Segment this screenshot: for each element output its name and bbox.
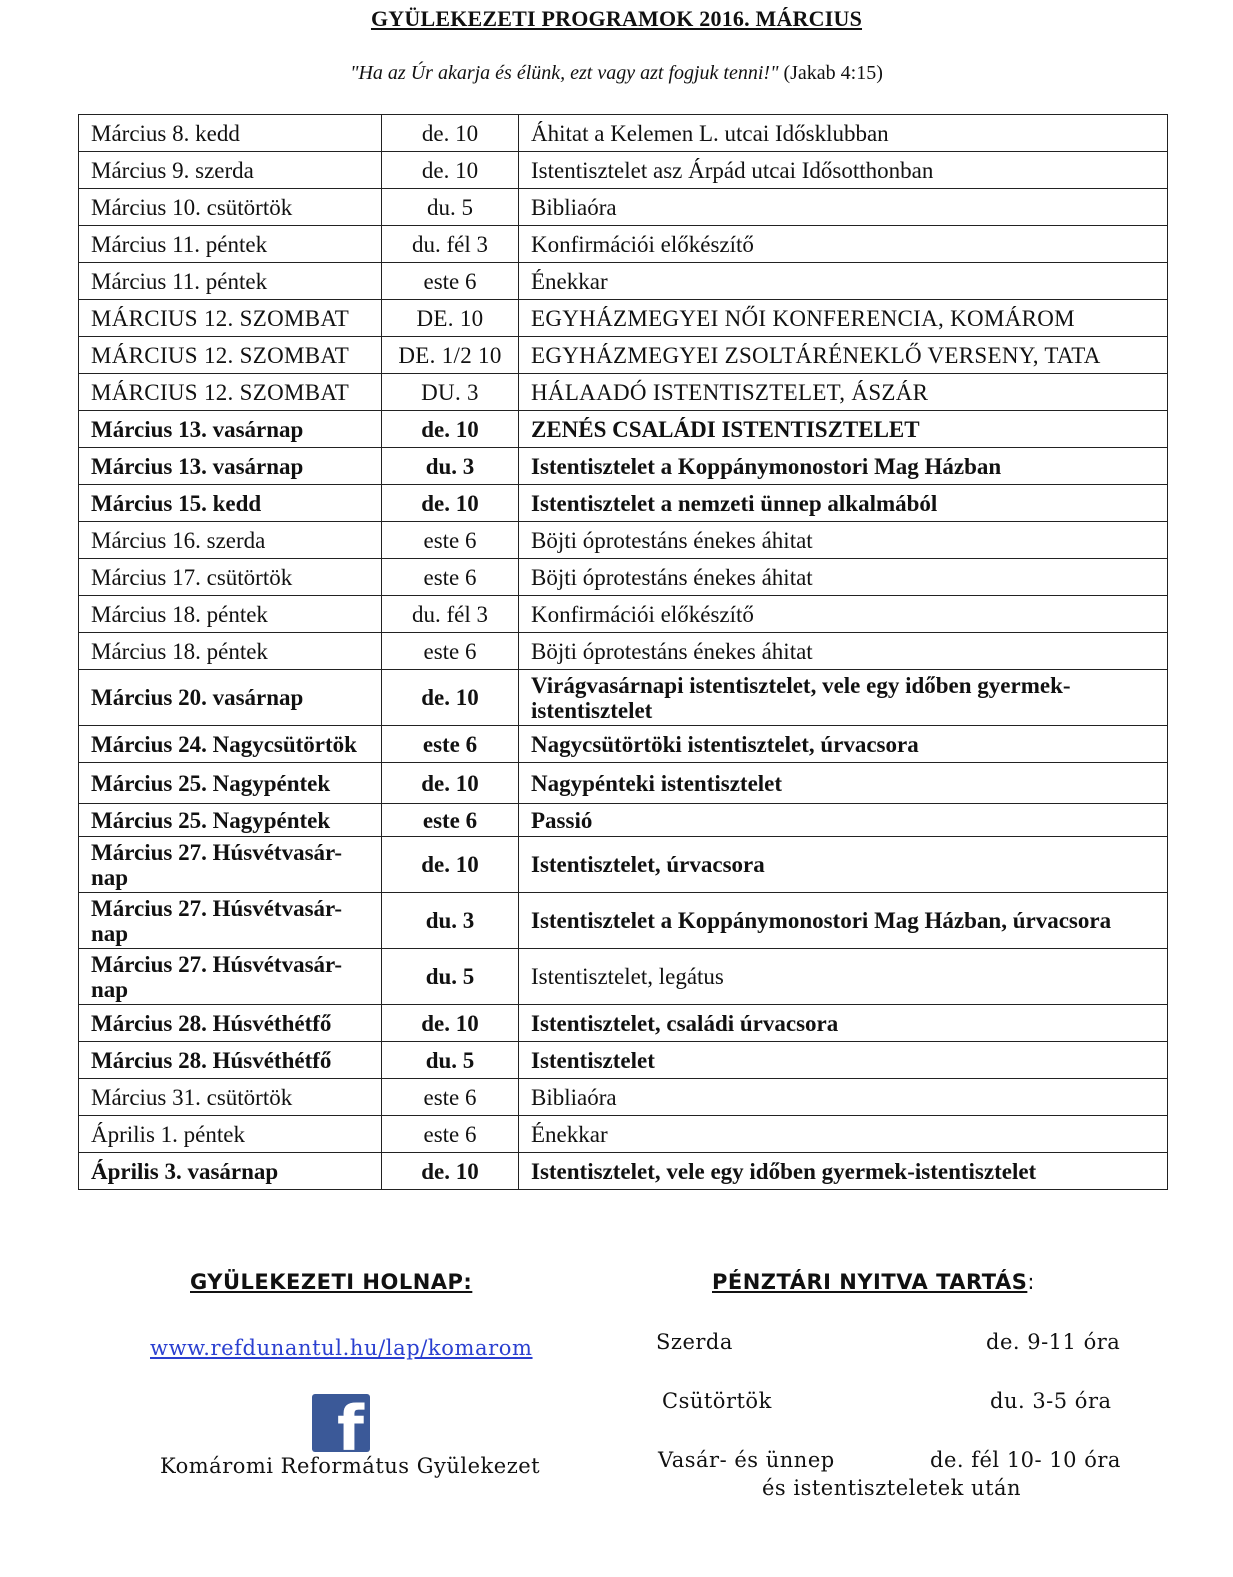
- date-cell: Március 28. Húsvéthétfő: [79, 1005, 382, 1042]
- table-row: [79, 152, 1168, 189]
- table-row: [79, 1116, 1168, 1153]
- table-row: [79, 670, 1168, 726]
- date-cell: MÁRCIUS 12. SZOMBAT: [79, 374, 382, 411]
- table-row: [79, 300, 1168, 337]
- table-row: [79, 596, 1168, 633]
- table-row: [79, 804, 1168, 837]
- schedule-table: [78, 114, 1168, 1190]
- table-row: [79, 726, 1168, 763]
- time-cell: de. 10: [382, 411, 519, 448]
- table-row: [79, 1079, 1168, 1116]
- event-cell: Nagypénteki istentisztelet: [519, 763, 1168, 804]
- event-cell: Bibliaóra: [519, 1079, 1168, 1116]
- time-cell: DE. 10: [382, 300, 519, 337]
- table-row: [79, 189, 1168, 226]
- time-cell: este 6: [382, 1116, 519, 1153]
- opening-note: és istentiszteletek után: [762, 1476, 1022, 1500]
- event-cell: Virágvasárnapi istentisztelet, vele egy időben gyermek-istentisztelet: [519, 670, 1168, 726]
- date-cell: Március 11. péntek: [79, 263, 382, 300]
- date-cell: Március 13. vasárnap: [79, 448, 382, 485]
- date-cell: Március 27. Húsvétvasár-nap: [79, 893, 382, 949]
- event-cell: Istentisztelet, úrvacsora: [519, 837, 1168, 893]
- cashier-heading-colon: :: [1027, 1270, 1035, 1294]
- event-cell: EGYHÁZMEGYEI ZSOLTÁRÉNEKLŐ VERSENY, TATA: [519, 337, 1168, 374]
- date-cell: Március 16. szerda: [79, 522, 382, 559]
- time-cell: de. 10: [382, 115, 519, 152]
- table-row: [79, 559, 1168, 596]
- event-cell: ZENÉS CSALÁDI ISTENTISZTELET: [519, 411, 1168, 448]
- event-cell: Áhitat a Kelemen L. utcai Idősklubban: [519, 115, 1168, 152]
- event-cell: Istentisztelet a nemzeti ünnep alkalmából: [519, 485, 1168, 522]
- church-name: Komáromi Református Gyülekezet: [160, 1454, 541, 1478]
- event-cell: Passió: [519, 804, 1168, 837]
- date-cell: Március 10. csütörtök: [79, 189, 382, 226]
- table-row: [79, 837, 1168, 893]
- quote-text: "Ha az Úr akarja és élünk, ezt vagy azt fogjuk tenni!": [350, 62, 779, 84]
- time-cell: de. 10: [382, 1153, 519, 1190]
- event-cell: Istentisztelet a Koppánymonostori Mag Házban: [519, 448, 1168, 485]
- homepage-heading: GYÜLEKEZETI HOLNAP:: [190, 1270, 473, 1294]
- event-cell: Konfirmációi előkészítő: [519, 596, 1168, 633]
- time-cell: du. 5: [382, 949, 519, 1005]
- opening-day: Vasár- és ünnep: [658, 1448, 835, 1472]
- table-row: [79, 522, 1168, 559]
- table-row: [79, 1005, 1168, 1042]
- time-cell: este 6: [382, 804, 519, 837]
- event-cell: HÁLAADÓ ISTENTISZTELET, ÁSZÁR: [519, 374, 1168, 411]
- event-cell: Böjti óprotestáns énekes áhitat: [519, 559, 1168, 596]
- date-cell: Március 20. vasárnap: [79, 670, 382, 726]
- time-cell: du. 3: [382, 448, 519, 485]
- time-cell: este 6: [382, 726, 519, 763]
- event-cell: Istentisztelet a Koppánymonostori Mag Házban, úrvacsora: [519, 893, 1168, 949]
- date-cell: Április 3. vasárnap: [79, 1153, 382, 1190]
- event-cell: Konfirmációi előkészítő: [519, 226, 1168, 263]
- quote-reference: (Jakab 4:15): [783, 62, 883, 84]
- date-cell: Március 9. szerda: [79, 152, 382, 189]
- date-cell: MÁRCIUS 12. SZOMBAT: [79, 337, 382, 374]
- time-cell: du. 5: [382, 1042, 519, 1079]
- date-cell: Március 13. vasárnap: [79, 411, 382, 448]
- event-cell: EGYHÁZMEGYEI NŐI KONFERENCIA, KOMÁROM: [519, 300, 1168, 337]
- table-row: [79, 411, 1168, 448]
- table-row: [79, 337, 1168, 374]
- time-cell: este 6: [382, 263, 519, 300]
- table-row: [79, 1042, 1168, 1079]
- time-cell: du. 5: [382, 189, 519, 226]
- time-cell: de. 10: [382, 152, 519, 189]
- time-cell: de. 10: [382, 485, 519, 522]
- date-cell: Március 24. Nagycsütörtök: [79, 726, 382, 763]
- event-cell: Nagycsütörtöki istentisztelet, úrvacsora: [519, 726, 1168, 763]
- opening-hours: du. 3-5 óra: [990, 1389, 1112, 1413]
- date-cell: Március 27. Húsvétvasár-nap: [79, 837, 382, 893]
- date-cell: Március 15. kedd: [79, 485, 382, 522]
- table-row: [79, 1153, 1168, 1190]
- event-cell: Istentisztelet, családi úrvacsora: [519, 1005, 1168, 1042]
- time-cell: du. fél 3: [382, 226, 519, 263]
- date-cell: Április 1. péntek: [79, 1116, 382, 1153]
- date-cell: Március 18. péntek: [79, 596, 382, 633]
- time-cell: este 6: [382, 1079, 519, 1116]
- table-row: [79, 633, 1168, 670]
- date-cell: Március 11. péntek: [79, 226, 382, 263]
- time-cell: de. 10: [382, 837, 519, 893]
- time-cell: DE. 1/2 10: [382, 337, 519, 374]
- event-cell: Istentisztelet asz Árpád utcai Idősotthonban: [519, 152, 1168, 189]
- opening-hours: de. 9-11 óra: [986, 1330, 1121, 1354]
- time-cell: este 6: [382, 522, 519, 559]
- event-cell: Böjti óprotestáns énekes áhitat: [519, 633, 1168, 670]
- time-cell: du. 3: [382, 893, 519, 949]
- table-row: [79, 374, 1168, 411]
- time-cell: este 6: [382, 633, 519, 670]
- date-cell: Március 18. péntek: [79, 633, 382, 670]
- event-cell: Böjti óprotestáns énekes áhitat: [519, 522, 1168, 559]
- time-cell: de. 10: [382, 670, 519, 726]
- table-row: [79, 949, 1168, 1005]
- time-cell: de. 10: [382, 763, 519, 804]
- page-title: GYÜLEKEZETI PROGRAMOK 2016. MÁRCIUS: [370, 6, 863, 31]
- opening-day: Csütörtök: [662, 1389, 772, 1413]
- date-cell: Március 31. csütörtök: [79, 1079, 382, 1116]
- table-row: [79, 115, 1168, 152]
- time-cell: este 6: [382, 559, 519, 596]
- facebook-f-glyph: f: [337, 1394, 364, 1452]
- date-cell: MÁRCIUS 12. SZOMBAT: [79, 300, 382, 337]
- facebook-icon[interactable]: [312, 1394, 370, 1452]
- date-cell: Március 27. Húsvétvasár-nap: [79, 949, 382, 1005]
- table-row: [79, 893, 1168, 949]
- event-cell: Énekkar: [519, 263, 1168, 300]
- table-row: [79, 448, 1168, 485]
- date-cell: Március 25. Nagypéntek: [79, 763, 382, 804]
- date-cell: Március 25. Nagypéntek: [79, 804, 382, 837]
- event-cell: Istentisztelet, legátus: [519, 949, 1168, 1005]
- event-cell: Énekkar: [519, 1116, 1168, 1153]
- table-row: [79, 763, 1168, 804]
- table-row: [79, 263, 1168, 300]
- cashier-heading: PÉNZTÁRI NYITVA TARTÁS: [712, 1270, 1028, 1294]
- event-cell: Bibliaóra: [519, 189, 1168, 226]
- time-cell: de. 10: [382, 1005, 519, 1042]
- bible-quote: [0, 62, 1233, 85]
- event-cell: Istentisztelet, vele egy időben gyermek-istentisztelet: [519, 1153, 1168, 1190]
- date-cell: Március 8. kedd: [79, 115, 382, 152]
- time-cell: du. fél 3: [382, 596, 519, 633]
- date-cell: Március 17. csütörtök: [79, 559, 382, 596]
- opening-day: Szerda: [656, 1330, 733, 1354]
- table-row: [79, 485, 1168, 522]
- date-cell: Március 28. Húsvéthétfő: [79, 1042, 382, 1079]
- cashier-heading-wrap: [712, 1270, 1034, 1294]
- opening-hours: de. fél 10- 10 óra: [930, 1448, 1121, 1472]
- table-row: [79, 226, 1168, 263]
- time-cell: DU. 3: [382, 374, 519, 411]
- event-cell: Istentisztelet: [519, 1042, 1168, 1079]
- homepage-link[interactable]: www.refdunantul.hu/lap/komarom: [150, 1336, 533, 1360]
